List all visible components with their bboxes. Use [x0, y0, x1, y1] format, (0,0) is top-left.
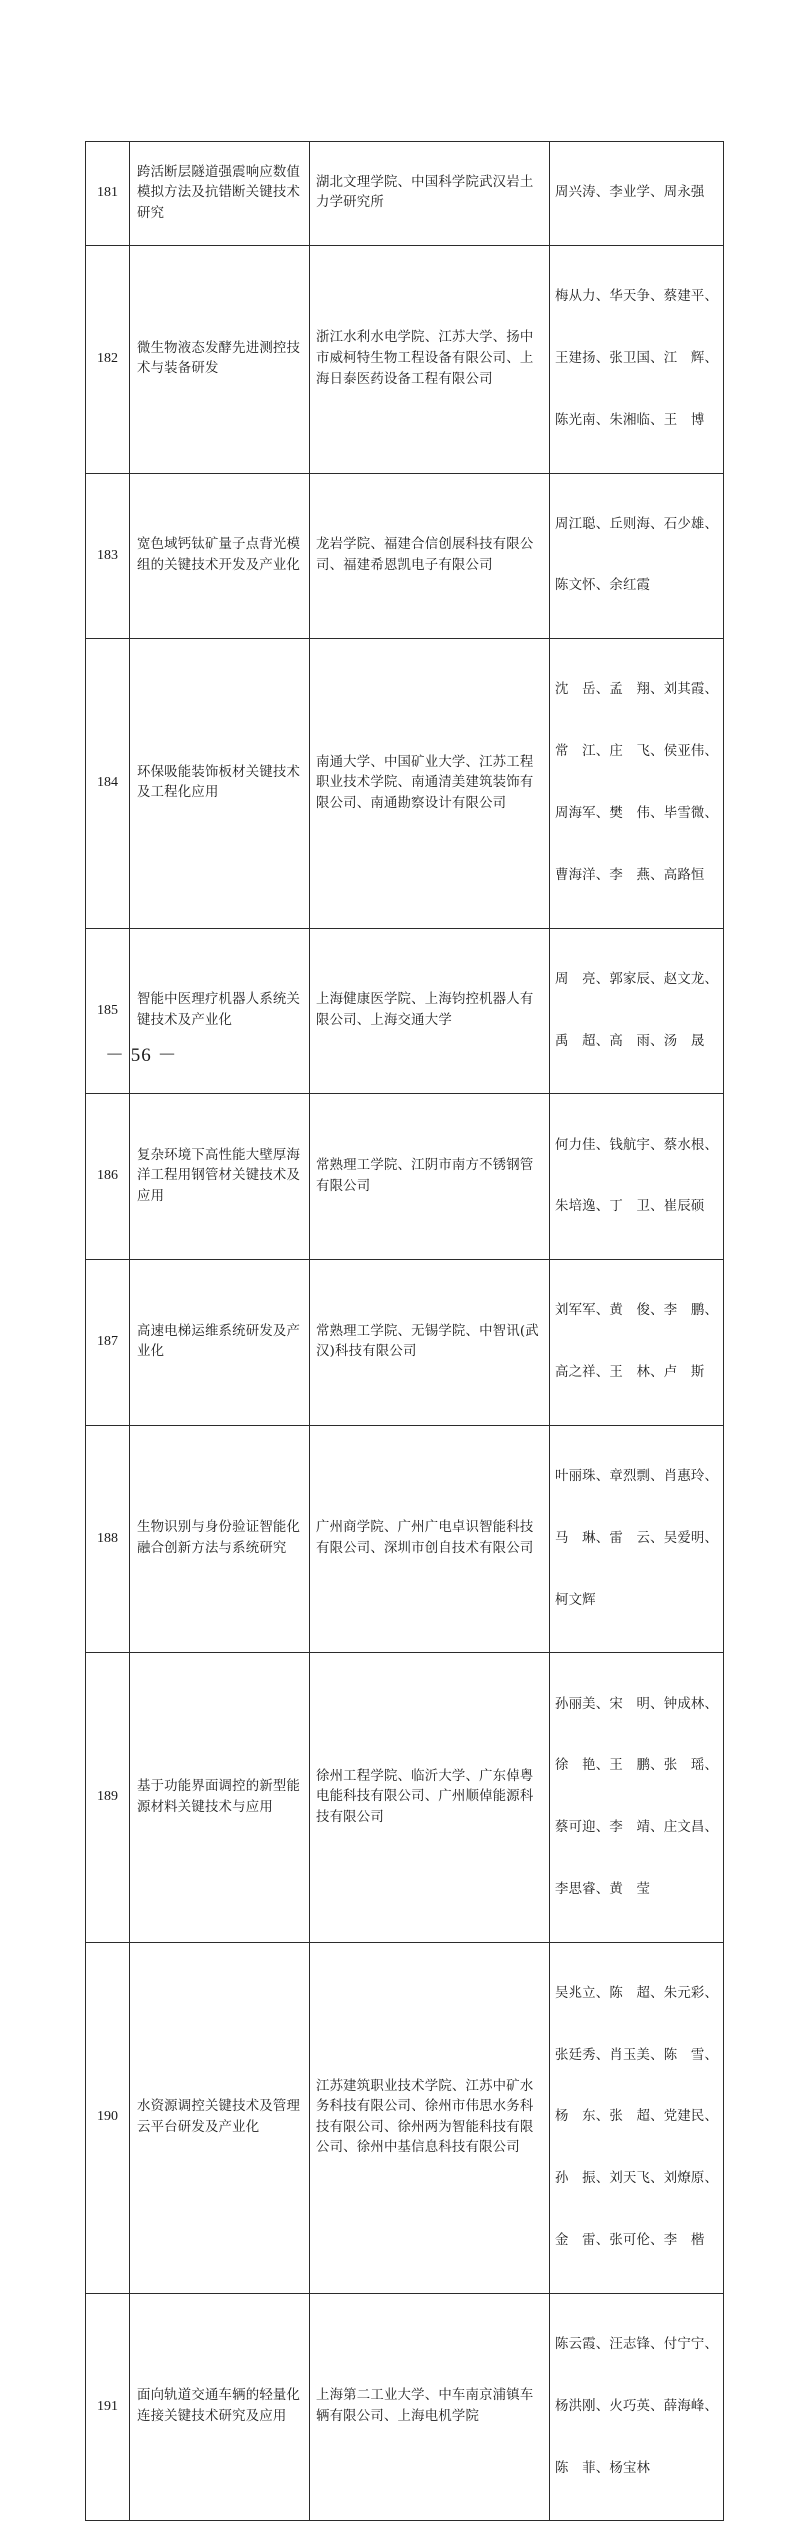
awards-table — [85, 141, 724, 2521]
table-row — [86, 473, 724, 639]
completers-line: 刘军军、黄 俊、李 鹏、 — [555, 1303, 719, 1319]
completers-line: 周海军、樊 伟、毕雪微、 — [555, 806, 719, 821]
completers-line: 沈 岳、孟 翔、刘其霞、 — [555, 682, 719, 698]
page-number: － 56 － — [105, 1045, 178, 1066]
completers-line: 禹 超、高 雨、汤 晟 — [555, 1033, 705, 1049]
table-row — [86, 1260, 724, 1426]
project-name: 智能中医理疗机器人系统关键技术及产业化 — [130, 928, 310, 1094]
awards-table-body — [86, 142, 724, 2521]
completers — [550, 142, 724, 246]
row-number: 184 — [86, 639, 130, 928]
table-row — [86, 1425, 724, 1653]
completers-line: 何力佳、钱航宇、蔡水根、 — [555, 1137, 719, 1153]
completers-line: 孙丽美、宋 明、钟成林、 — [555, 1696, 719, 1712]
completers — [550, 1260, 724, 1426]
project-name: 环保吸能装饰板材关键技术及工程化应用 — [130, 639, 310, 928]
completers-line: 朱培逸、丁 卫、崔辰硕 — [555, 1199, 705, 1215]
row-number: 189 — [86, 1653, 130, 1942]
completers — [550, 1942, 724, 2293]
project-name: 复杂环境下高性能大壁厚海洋工程用钢管材关键技术及应用 — [130, 1094, 310, 1260]
completers-line: 杨 东、张 超、党建民、 — [555, 2109, 719, 2125]
completers-line: 李思睿、黄 莹 — [555, 1881, 651, 1897]
completing-units: 常熟理工学院、无锡学院、中智讯(武汉)科技有限公司 — [310, 1260, 550, 1426]
completers-line: 张廷秀、肖玉美、陈 雪、 — [555, 2047, 719, 2063]
completers-line: 周 亮、郭家辰、赵文龙、 — [555, 971, 719, 987]
completing-units: 浙江水利水电学院、江苏大学、扬中市威柯特生物工程设备有限公司、上海日泰医药设备工程有限公司 — [310, 245, 550, 473]
completing-units: 南通大学、中国矿业大学、江苏工程职业技术学院、南通清美建筑装饰有限公司、南通勘察设计有限公司 — [310, 639, 550, 928]
table-row — [86, 928, 724, 1094]
row-number: 186 — [86, 1094, 130, 1260]
project-name: 跨活断层隧道强震响应数值模拟方法及抗错断关键技术研究 — [130, 142, 310, 246]
completers-line: 梅从力、华天争、蔡建平、 — [555, 289, 719, 305]
completers — [550, 1425, 724, 1653]
project-name: 生物识别与身份验证智能化融合创新方法与系统研究 — [130, 1425, 310, 1653]
completers-line: 陈 菲、杨宝林 — [555, 2460, 651, 2476]
table-row — [86, 1653, 724, 1942]
completers-line: 周江聪、丘则海、石少雄、 — [555, 516, 719, 532]
completers-line: 陈文怀、余红霞 — [555, 578, 651, 594]
completers-line: 叶丽珠、章烈剽、肖惠玲、 — [555, 1469, 719, 1484]
completers — [550, 1094, 724, 1260]
row-number: 190 — [86, 1942, 130, 2293]
table-row — [86, 1942, 724, 2293]
row-number: 185 — [86, 928, 130, 1094]
completers-line: 陈云霞、汪志锋、付宁宁、 — [555, 2336, 719, 2352]
project-name: 基于功能界面调控的新型能源材料关键技术与应用 — [130, 1653, 310, 1942]
project-name: 面向轨道交通车辆的轻量化连接关键技术研究及应用 — [130, 2293, 310, 2521]
completers-line: 周兴涛、李业学、周永强 — [555, 185, 705, 201]
project-name: 宽色域钙钛矿量子点背光模组的关键技术开发及产业化 — [130, 473, 310, 639]
completers — [550, 473, 724, 639]
completers-line: 马 琳、雷 云、吴爱明、 — [555, 1530, 719, 1546]
completing-units: 上海第二工业大学、中车南京浦镇车辆有限公司、上海电机学院 — [310, 2293, 550, 2521]
completers — [550, 245, 724, 473]
table-row — [86, 142, 724, 246]
completers-line: 金 雷、张可伦、李 楷 — [555, 2232, 705, 2248]
completers-line: 杨洪刚、火巧英、薛海峰、 — [555, 2398, 719, 2414]
table-row — [86, 2293, 724, 2521]
completers-line: 曹海洋、李 燕、高路恒 — [555, 867, 705, 883]
completers-line: 高之祥、王 林、卢 斯 — [555, 1365, 705, 1381]
completers-line: 王建扬、张卫国、江 辉、 — [555, 350, 719, 366]
completers-line: 常 江、庄 飞、侯亚伟、 — [555, 744, 719, 760]
completers — [550, 639, 724, 928]
row-number: 183 — [86, 473, 130, 639]
completing-units: 广州商学院、广州广电卓识智能科技有限公司、深圳市创自技术有限公司 — [310, 1425, 550, 1653]
completing-units: 湖北文理学院、中国科学院武汉岩土力学研究所 — [310, 142, 550, 246]
completers-line: 蔡可迎、李 靖、庄文昌、 — [555, 1820, 719, 1836]
project-name: 微生物液态发酵先进测控技术与装备研发 — [130, 245, 310, 473]
completers — [550, 1653, 724, 1942]
completing-units: 徐州工程学院、临沂大学、广东倬粤电能科技有限公司、广州顺倬能源科技有限公司 — [310, 1653, 550, 1942]
table-row — [86, 639, 724, 928]
completers — [550, 2293, 724, 2521]
table-row — [86, 1094, 724, 1260]
completing-units: 江苏建筑职业技术学院、江苏中矿水务科技有限公司、徐州市伟思水务科技有限公司、徐州两为智能科技有限公司、徐州中基信息科技有限公司 — [310, 1942, 550, 2293]
row-number: 182 — [86, 245, 130, 473]
completers — [550, 928, 724, 1094]
project-name: 水资源调控关键技术及管理云平台研发及产业化 — [130, 1942, 310, 2293]
completing-units: 上海健康医学院、上海钧控机器人有限公司、上海交通大学 — [310, 928, 550, 1094]
completers-line: 柯文辉 — [555, 1592, 596, 1608]
table-row — [86, 245, 724, 473]
completers-line: 吴兆立、陈 超、朱元彩、 — [555, 1985, 719, 2001]
row-number: 181 — [86, 142, 130, 246]
completers-line: 孙 振、刘天飞、刘燎原、 — [555, 2171, 719, 2187]
row-number: 191 — [86, 2293, 130, 2521]
completing-units: 常熟理工学院、江阴市南方不锈钢管有限公司 — [310, 1094, 550, 1260]
completing-units: 龙岩学院、福建合信创展科技有限公司、福建希恩凯电子有限公司 — [310, 473, 550, 639]
row-number: 187 — [86, 1260, 130, 1426]
completers-line: 陈光南、朱湘临、王 博 — [555, 412, 705, 428]
completers-line: 徐 艳、王 鹏、张 瑶、 — [555, 1758, 719, 1774]
row-number: 188 — [86, 1425, 130, 1653]
project-name: 高速电梯运维系统研发及产业化 — [130, 1260, 310, 1426]
